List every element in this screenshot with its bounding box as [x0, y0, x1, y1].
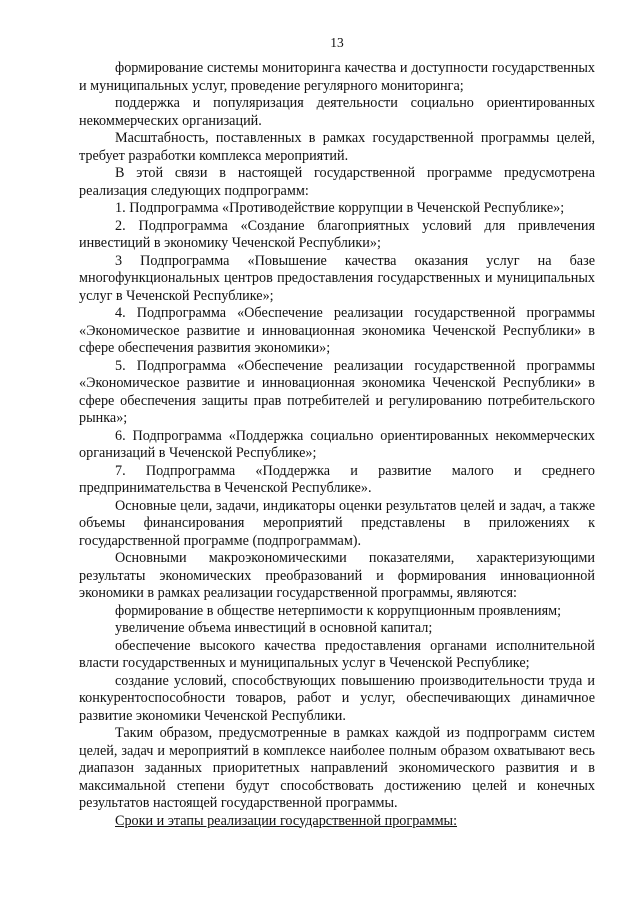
paragraph-conclusion: Таким образом, предусмотренные в рамках каждой из подпрограмм систем целей, задач и мероприятий в комплексе наиболее полным образом охватывают весь диапазон заданных приоритетных направлений экономического развития и в максимальной степени будут способствовать достижению целей и конечных результатов настоящей государственной программы. — [79, 725, 595, 811]
indicator-item-productivity: создание условий, способствующих повышению производительности труда и конкурентоспособности товаров, работ и услуг, обеспечивающих динамичное развитие экономики Чеченской Республики. — [79, 672, 595, 724]
subprogram-item-2: 2. Подпрограмма «Создание благоприятных условий для привлечения инвестиций в экономику Чеченской Республики»; — [79, 217, 595, 251]
subprogram-item-3: 3 Подпрограмма «Повышение качества оказания услуг на базе многофункциональных центров предоставления государственных и муниципальных услуг в Чеченской Республике»; — [79, 252, 595, 304]
section-heading-terms — [79, 813, 595, 831]
paragraph-indicators-intro: Основными макроэкономическими показателями, характеризующими результаты экономических преобразований и формирования инновационной экономики в рамках реализации государственной программы, являются: — [79, 550, 595, 601]
subprogram-item-4: 4. Подпрограмма «Обеспечение реализации государственной программы «Экономическое развитие и инновационная экономика Чеченской Республики» в сфере обеспечения развития экономики»; — [79, 305, 595, 356]
paragraph-nko-support: поддержка и популяризация деятельности социально ориентированных некоммерческих организаций. — [79, 95, 595, 129]
page-number: 13 — [330, 35, 344, 50]
subprogram-item-1: 1. Подпрограмма «Противодействие коррупции в Чеченской Республике»; — [115, 200, 565, 216]
paragraph-scale: Масштабность, поставленных в рамках государственной программы целей, требует разработки комплекса мероприятий. — [79, 130, 595, 164]
paragraph-monitoring: формирование системы мониторинга качества и доступности государственных и муниципальных услуг, проведение регулярного мониторинга; — [79, 60, 595, 94]
section-heading-text: Сроки и этапы реализации государственной программы: — [115, 812, 458, 829]
indicator-item-services-quality: обеспечение высокого качества предоставления органами исполнительной власти государственных и муниципальных услуг в Чеченской Республике; — [79, 637, 595, 671]
indicator-item-anticorruption: формирование в обществе нетерпимости к коррупционным проявлениям; — [115, 602, 562, 619]
subprogram-item-5: 5. Подпрограмма «Обеспечение реализации государственной программы «Экономическое развитие и инновационная экономика Чеченской Республики» в сфере обеспечения защиты прав потребителей и регулированию потребительского рынка»; — [79, 357, 595, 426]
paragraph-subprograms-intro: В этой связи в настоящей государственной программе предусмотрена реализация следующих подпрограмм: — [79, 165, 595, 199]
subprogram-item-7: 7. Подпрограмма «Поддержка и развитие малого и среднего предпринимательства в Чеченской Республике». — [79, 462, 595, 496]
paragraph-goals-annex: Основные цели, задачи, индикаторы оценки результатов целей и задач, а также объемы финансирования мероприятий представлены в приложениях к государственной программе (подпрограммам). — [79, 497, 595, 549]
subprogram-item-6: 6. Подпрограмма «Поддержка социально ориентированных некоммерческих организаций в Чеченской Республике»; — [79, 427, 595, 461]
indicator-item-investment: увеличение объема инвестиций в основной капитал; — [115, 620, 433, 636]
